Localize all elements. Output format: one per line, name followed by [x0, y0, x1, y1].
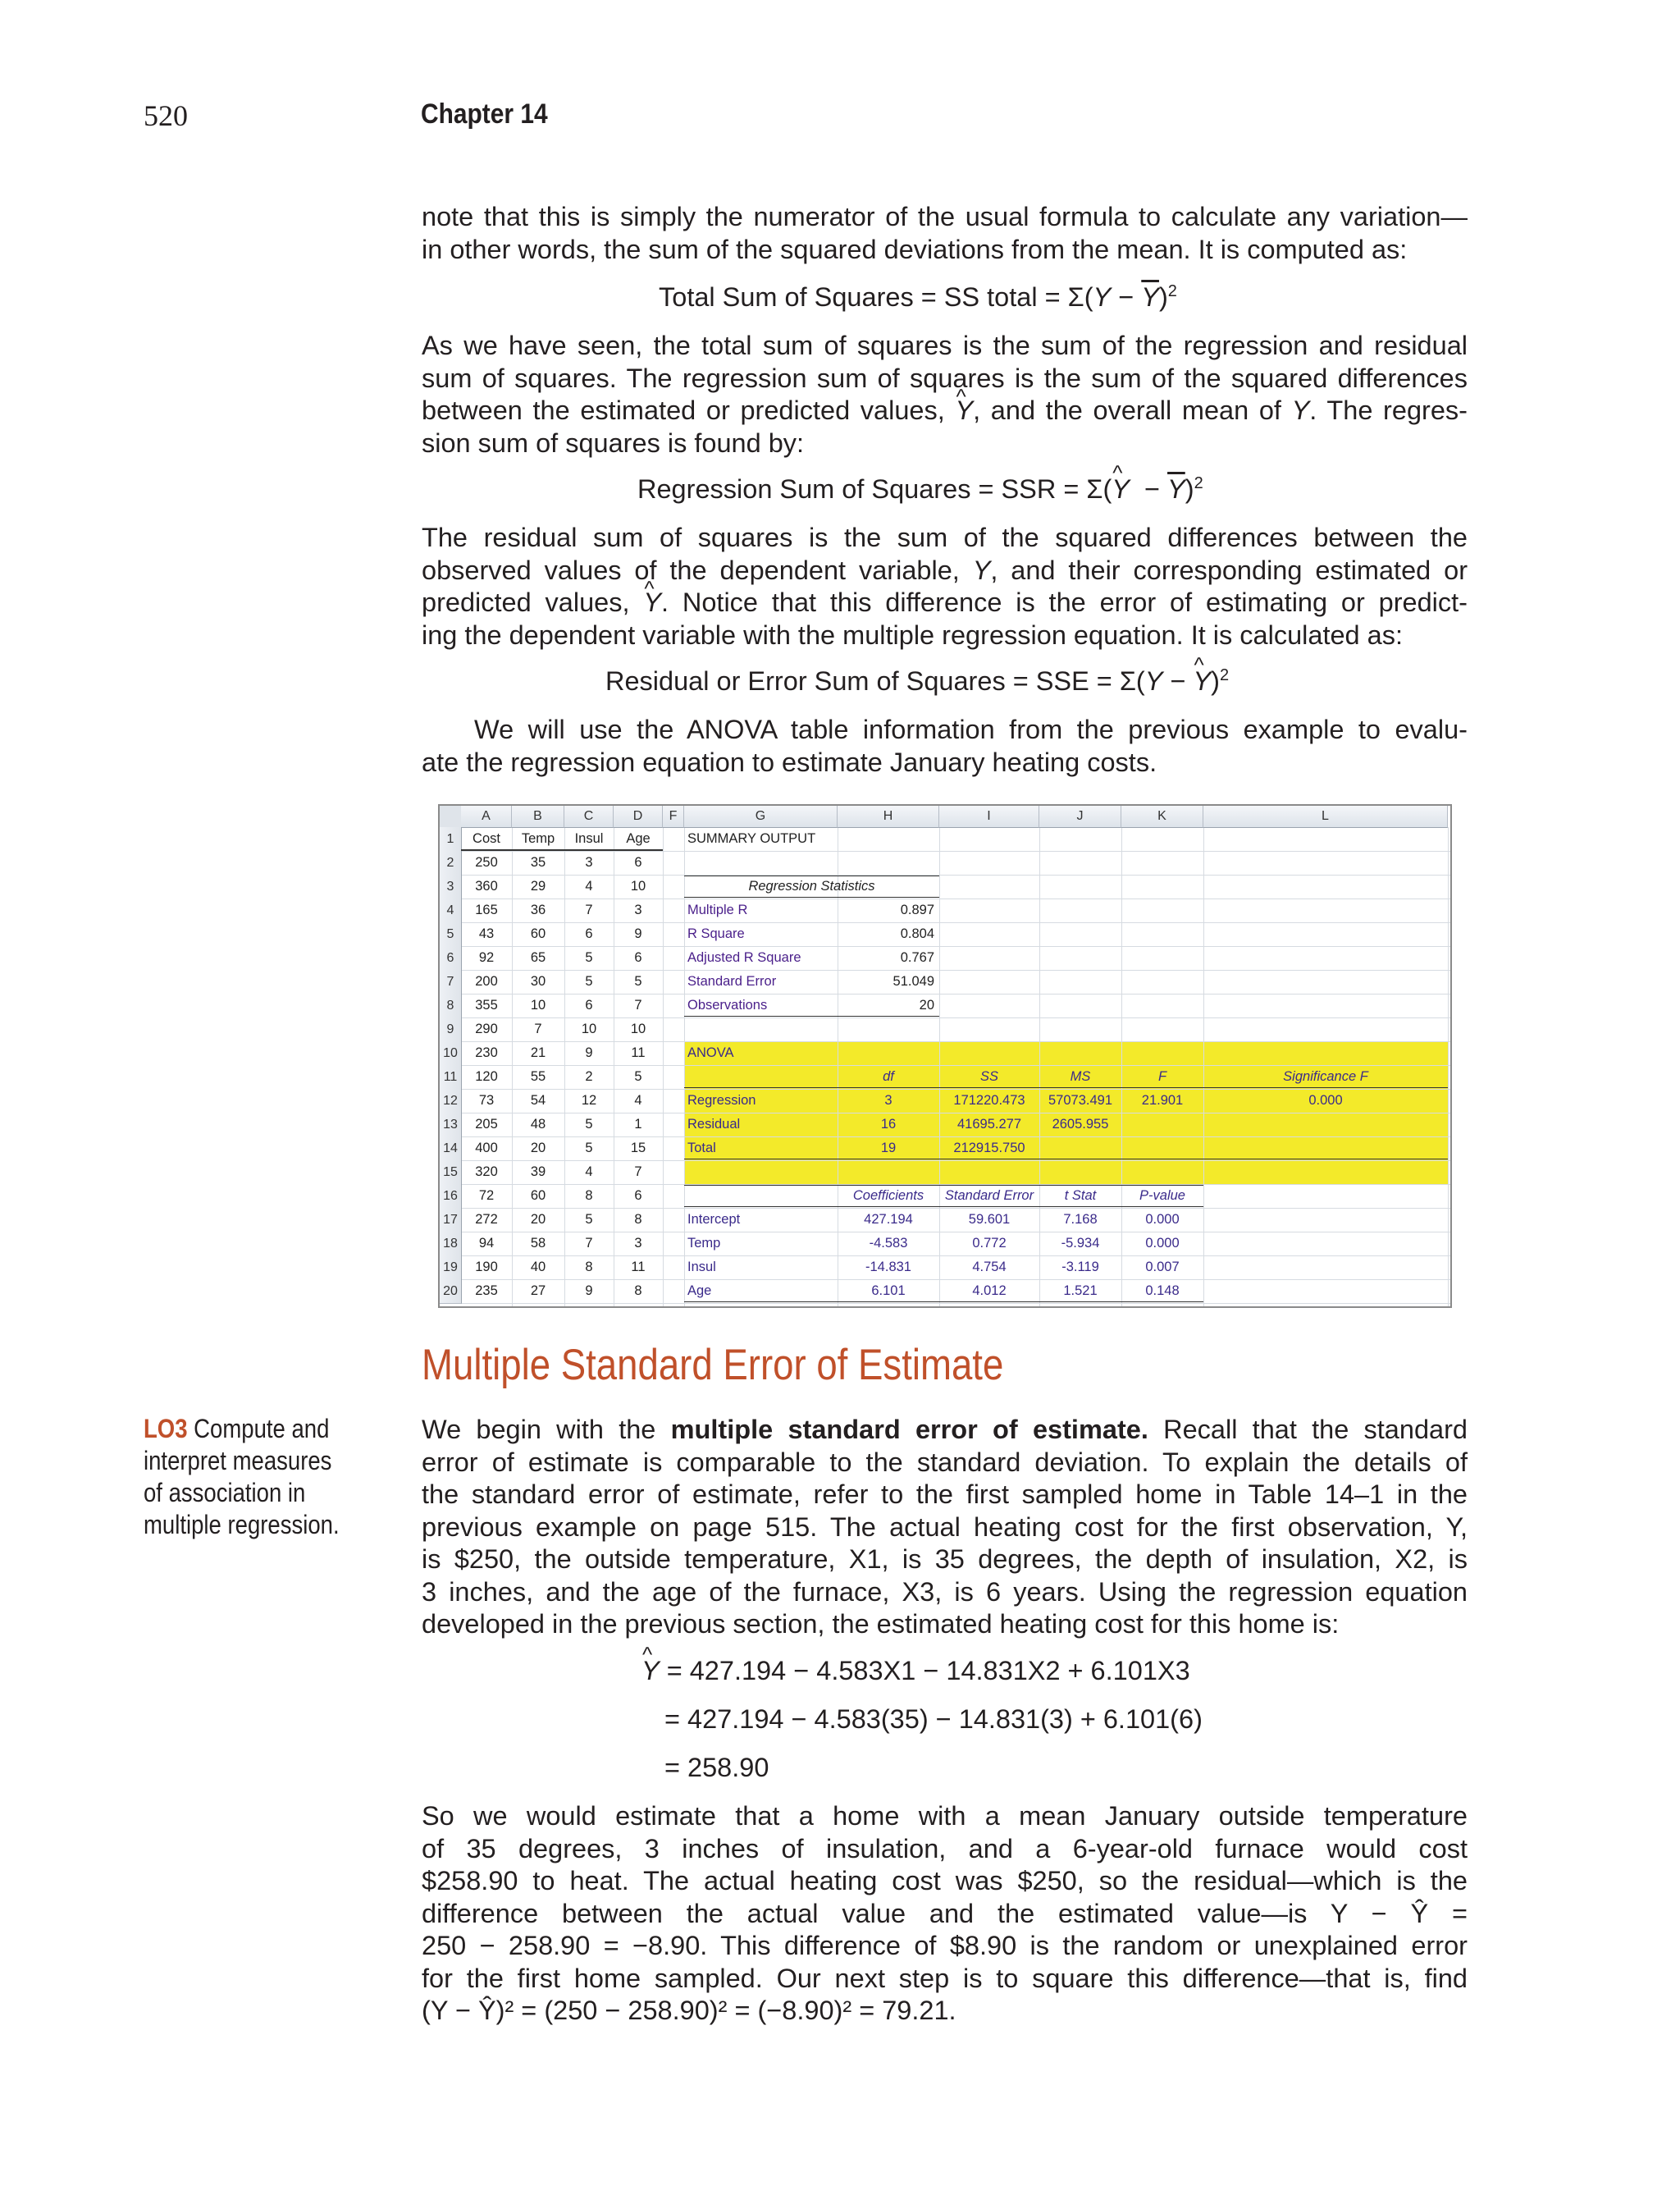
section-heading: Multiple Standard Error of Estimate [422, 1341, 1004, 1389]
para4-line2: ate the regression equation to estimate January heating costs. [422, 747, 1157, 777]
anova-ms[interactable]: 2605.955 [1052, 1117, 1109, 1132]
equation-estimate-substituted: = 427.194 − 4.583(35) − 14.831(3) + 6.101(6) [664, 1704, 1203, 1734]
anova-ss[interactable]: 41695.277 [957, 1117, 1021, 1132]
para6-line5: 250 − 258.90 = −8.90. This difference of $8.90 is the random or unexplained error [422, 1931, 1468, 1960]
data-cell[interactable]: 355 [475, 998, 498, 1013]
row-header[interactable]: 2 [440, 851, 462, 876]
excel-regression-output [438, 804, 1452, 1308]
data-cell[interactable]: 29 [530, 879, 546, 894]
learning-objective-note [144, 1413, 355, 1541]
data-cell[interactable]: 60 [530, 1188, 546, 1203]
header-insul[interactable]: Insul [574, 831, 604, 846]
lo-text: Compute and interpret measures of association in multiple regression. [144, 1414, 340, 1539]
data-cell[interactable]: 9 [585, 1045, 593, 1060]
row-header[interactable]: 6 [440, 946, 462, 971]
data-cell[interactable]: 92 [478, 950, 495, 965]
data-cell[interactable]: 5 [585, 1117, 593, 1132]
row-header[interactable]: 12 [440, 1089, 462, 1113]
para6-line7: (Y − Ŷ)² = (250 − 258.90)² = (−8.90)² = 79.21. [422, 1996, 956, 2025]
anova-ms[interactable]: 57073.491 [1048, 1093, 1112, 1108]
coef-t-stat[interactable]: 1.521 [1063, 1283, 1098, 1298]
row-header[interactable]: 18 [440, 1232, 462, 1256]
para2-line2: sum of squares. The regression sum of squares is the sum of the squared differences [422, 363, 1468, 393]
row-header[interactable]: 4 [440, 899, 462, 923]
column-header-a[interactable]: A [461, 806, 512, 828]
reg-stat-label[interactable]: Adjusted R Square [687, 950, 801, 965]
eq3-text: Residual or Error Sum of Squares = SSE = Σ( [605, 666, 1145, 696]
reg-stat-label[interactable]: Multiple R [687, 903, 748, 917]
column-header-i[interactable]: I [939, 806, 1039, 828]
data-cell[interactable]: 5 [585, 1141, 593, 1155]
summary-title[interactable]: SUMMARY OUTPUT [687, 831, 816, 846]
data-cell[interactable]: 72 [478, 1188, 495, 1203]
anova-row-label[interactable]: Total [687, 1141, 716, 1155]
data-cell[interactable]: 10 [581, 1022, 597, 1036]
data-cell[interactable]: 4 [585, 879, 593, 894]
header-underline [461, 849, 663, 851]
data-cell[interactable]: 2 [585, 1069, 593, 1084]
para6-line4: difference between the actual value and the estimated value—is Y − Ŷ = [422, 1898, 1468, 1928]
para2-line1: As we have seen, the total sum of squares is the sum of the regression and residual [422, 331, 1468, 360]
row-header[interactable]: 9 [440, 1017, 462, 1042]
para5-line2: error of estimate is comparable to the standard deviation. To explain the details of [422, 1447, 1468, 1477]
data-cell[interactable]: 21 [530, 1045, 546, 1060]
coef-t-stat[interactable]: -3.119 [1061, 1260, 1099, 1274]
row-header[interactable]: 10 [440, 1041, 462, 1066]
anova-f[interactable]: 21.901 [1141, 1093, 1184, 1108]
data-cell[interactable]: 8 [585, 1260, 593, 1274]
para6-line3: $258.90 to heat. The actual heating cost was $250, so the residual—which is the [422, 1866, 1468, 1895]
col-gridline [1448, 827, 1449, 1306]
row-gridline [461, 1303, 1450, 1304]
coef-row-label[interactable]: Intercept [687, 1212, 741, 1227]
row-header[interactable]: 17 [440, 1208, 462, 1232]
data-cell[interactable]: 27 [530, 1283, 546, 1298]
coef-standard-error[interactable]: 59.601 [968, 1212, 1011, 1227]
equation-sse: Residual or Error Sum of Squares = SSE = Σ(Y − ^ Y)$^2$ [605, 666, 1229, 697]
column-header-k[interactable]: K [1121, 806, 1203, 828]
para5-line5: is $250, the outside temperature, X1, is 35 degrees, the depth of insulation, X2, is [422, 1544, 1468, 1574]
column-header-l[interactable]: L [1203, 806, 1448, 828]
anova-significance[interactable] [1203, 1136, 1448, 1160]
row-header[interactable]: 14 [440, 1136, 462, 1161]
data-cell[interactable]: 94 [478, 1236, 495, 1251]
coef-value[interactable]: 6.101 [871, 1283, 906, 1298]
anova-header-line [684, 1087, 1448, 1088]
data-cell[interactable]: 6 [634, 950, 642, 965]
para5-line4: previous example on page 515. The actual heating cost for the first observation, Y, [422, 1511, 1468, 1542]
reg-stat-label[interactable]: Standard Error [687, 974, 777, 989]
anova-significance[interactable] [1203, 1113, 1448, 1136]
reg-stats-bottom-line [684, 897, 939, 898]
data-cell[interactable]: 58 [530, 1236, 546, 1251]
data-cell[interactable]: 3 [634, 903, 642, 917]
data-cell[interactable]: 190 [475, 1260, 498, 1274]
data-cell[interactable]: 320 [475, 1164, 498, 1179]
data-cell[interactable]: 48 [530, 1117, 546, 1132]
para3-line1: The residual sum of squares is the sum of the squared differences between the [422, 523, 1468, 552]
para3-line3: predicted values, ^ Y. Notice that this difference is the error of estimating or predict- [422, 587, 1468, 620]
eq4-line1: = 427.194 − 4.583X1 − 14.831X2 + 6.101X3 [666, 1656, 1190, 1685]
paragraph-residual-ss [422, 522, 1468, 652]
column-header-g[interactable]: G [684, 806, 838, 828]
coef-header-coefficients[interactable]: Coefficients [852, 1188, 924, 1203]
anova-ss[interactable]: 171220.473 [953, 1093, 1025, 1108]
data-cell[interactable]: 4 [634, 1093, 642, 1108]
column-header-f[interactable]: F [663, 806, 684, 828]
data-cell[interactable]: 120 [475, 1069, 498, 1084]
coef-p-value[interactable]: 0.000 [1145, 1236, 1180, 1251]
data-cell[interactable]: 10 [630, 879, 646, 894]
data-cell[interactable]: 20 [530, 1141, 546, 1155]
para5-line3: the standard error of estimate, refer to the first sampled home in Table 14–1 in the [422, 1479, 1468, 1509]
column-header-d[interactable]: D [614, 806, 663, 828]
data-cell[interactable]: 5 [634, 974, 642, 989]
row-header[interactable]: 3 [440, 875, 462, 899]
row-header[interactable]: 11 [440, 1065, 462, 1090]
col-gridline [663, 827, 664, 1306]
reg-stats-end-line [684, 1016, 939, 1017]
paragraph-standard-error [422, 1414, 1468, 1641]
coef-header-t-stat[interactable]: t Stat [1064, 1188, 1097, 1203]
anova-header-significance[interactable]: Significance F [1283, 1069, 1368, 1084]
coef-row-label[interactable]: Insul [687, 1260, 716, 1274]
para3-line2: observed values of the dependent variable, Y, and their corresponding estimated or [422, 555, 1468, 585]
coef-p-value[interactable]: 0.148 [1145, 1283, 1180, 1298]
reg-stat-value[interactable]: 0.804 [900, 926, 934, 941]
data-cell[interactable]: 6 [634, 1188, 642, 1203]
equation-ssr: Regression Sum of Squares = SSR = Σ(^ $Y - \overline{Y})^2$ [637, 474, 1203, 505]
para6-line1: So we would estimate that a home with a mean January outside temperature [422, 1801, 1468, 1831]
coef-row-label[interactable]: Age [687, 1283, 712, 1298]
data-cell[interactable]: 200 [475, 974, 498, 989]
reg-stat-label[interactable]: Observations [687, 998, 768, 1013]
column-header-c[interactable]: C [564, 806, 614, 828]
reg-stat-value[interactable]: 0.897 [900, 903, 934, 917]
data-cell[interactable]: 6 [634, 855, 642, 870]
col-gridline [684, 827, 685, 1306]
data-cell[interactable]: 43 [478, 926, 495, 941]
para5-line6: 3 inches, and the age of the furnace, X3, is 6 years. Using the regression equation [422, 1576, 1468, 1607]
data-cell[interactable]: 11 [631, 1260, 646, 1274]
row-header[interactable]: 19 [440, 1255, 462, 1280]
para2-line3: between the estimated or predicted values, ^ Y, and the overall mean of Y. The regres- [422, 395, 1468, 428]
data-cell[interactable]: 7 [634, 998, 642, 1013]
coef-t-stat[interactable]: 7.168 [1063, 1212, 1098, 1227]
column-header-j[interactable]: J [1039, 806, 1121, 828]
data-cell[interactable]: 7 [585, 903, 593, 917]
data-cell[interactable]: 6 [585, 998, 593, 1013]
header-age[interactable]: Age [626, 831, 651, 846]
coef-value[interactable]: 427.194 [864, 1212, 913, 1227]
data-cell[interactable]: 11 [631, 1045, 646, 1060]
select-all-corner[interactable] [440, 806, 462, 828]
coef-row-label[interactable]: Temp [687, 1236, 721, 1251]
anova-df[interactable]: 16 [880, 1117, 897, 1132]
anova-row-label[interactable]: Residual [687, 1117, 741, 1132]
reg-stat-value[interactable]: 20 [919, 998, 934, 1013]
data-cell[interactable]: 5 [634, 1069, 642, 1084]
anova-significance[interactable]: 0.000 [1308, 1093, 1343, 1108]
para1-line1: note that this is simply the numerator of the usual formula to calculate any variation— [422, 202, 1468, 231]
reg-stats-title[interactable]: Regression Statistics [748, 879, 875, 894]
equation-estimate: ^ Y = 427.194 − 4.583X1 − 14.831X2 + 6.101X3 [641, 1656, 1190, 1686]
anova-row-label[interactable]: Regression [687, 1093, 756, 1108]
data-cell[interactable]: 8 [585, 1188, 593, 1203]
header-temp[interactable]: Temp [521, 831, 555, 846]
reg-stat-value[interactable]: 0.767 [900, 950, 934, 965]
paragraph-intro [422, 201, 1468, 266]
data-cell[interactable]: 8 [634, 1283, 642, 1298]
anova-header-f[interactable]: F [1157, 1069, 1167, 1084]
data-cell[interactable]: 3 [634, 1236, 642, 1251]
column-header-h[interactable]: H [838, 806, 939, 828]
data-cell[interactable]: 7 [585, 1236, 593, 1251]
data-cell[interactable]: 54 [530, 1093, 546, 1108]
anova-title[interactable]: ANOVA [687, 1045, 734, 1060]
data-cell[interactable]: 7 [634, 1164, 642, 1179]
row-header[interactable]: 5 [440, 922, 462, 947]
data-cell[interactable]: 35 [530, 855, 546, 870]
lo-label: LO3 [144, 1414, 188, 1443]
reg-stat-value[interactable]: 51.049 [892, 974, 934, 989]
data-cell[interactable]: 20 [530, 1212, 546, 1227]
data-cell[interactable]: 8 [634, 1212, 642, 1227]
anova-header-df[interactable]: df [883, 1069, 894, 1084]
header-cost[interactable]: Cost [472, 831, 500, 846]
paragraph-regression-ss [422, 330, 1468, 460]
row-header[interactable]: 16 [440, 1184, 462, 1209]
data-cell[interactable]: 9 [585, 1283, 593, 1298]
data-cell[interactable]: 60 [530, 926, 546, 941]
data-cell[interactable]: 400 [475, 1141, 498, 1155]
data-cell[interactable]: 10 [630, 1022, 646, 1036]
data-cell[interactable]: 12 [581, 1093, 597, 1108]
data-cell[interactable]: 205 [475, 1117, 498, 1132]
anova-df[interactable]: 3 [884, 1093, 892, 1108]
anova-f[interactable] [1121, 1136, 1203, 1160]
data-cell[interactable]: 250 [475, 855, 498, 870]
data-cell[interactable]: 5 [585, 1212, 593, 1227]
coef-standard-error[interactable]: 0.772 [972, 1236, 1007, 1251]
para1-line2: in other words, the sum of the squared deviations from the mean. It is computed as: [422, 234, 1408, 264]
data-cell[interactable]: 65 [530, 950, 546, 965]
coef-header-line [684, 1206, 1203, 1207]
coef-t-stat[interactable]: -5.934 [1061, 1236, 1100, 1251]
row-header[interactable]: 20 [440, 1279, 462, 1304]
data-cell[interactable]: 9 [634, 926, 642, 941]
data-cell[interactable]: 235 [475, 1283, 498, 1298]
data-cell[interactable]: 230 [475, 1045, 498, 1060]
eq1-text: Total Sum of Squares = SS total = Σ( [659, 282, 1093, 312]
coef-standard-error[interactable]: 4.754 [972, 1260, 1007, 1274]
para4-line1: We will use the ANOVA table information from the previous example to evalu- [474, 715, 1468, 744]
equation-estimate-result: = 258.90 [664, 1753, 769, 1782]
equation-total-ss: Total Sum of Squares = SS total = $\Sigma(Y - \overline{Y})^2$ [659, 282, 1177, 312]
page-number: 520 [144, 99, 188, 132]
coef-p-value[interactable]: 0.000 [1145, 1212, 1180, 1227]
row-header[interactable]: 1 [440, 827, 462, 852]
anova-df[interactable]: 19 [880, 1141, 897, 1155]
coef-bottom-line [684, 1301, 1203, 1302]
column-header-b[interactable]: B [512, 806, 564, 828]
data-cell[interactable]: 36 [530, 903, 546, 917]
anova-f[interactable] [1121, 1113, 1203, 1136]
data-cell[interactable]: 15 [630, 1141, 646, 1155]
anova-ms[interactable] [1039, 1136, 1121, 1160]
para5-line7: developed in the previous section, the estimated heating cost for this home is: [422, 1609, 1340, 1639]
para6-line6: for the first home sampled. Our next step is to square this difference—that is, find [422, 1963, 1468, 1993]
data-cell[interactable]: 360 [475, 879, 498, 894]
coef-header-standard-error[interactable]: Standard Error [944, 1188, 1034, 1203]
data-cell[interactable]: 10 [530, 998, 546, 1013]
reg-stat-label[interactable]: R Square [687, 926, 745, 941]
anova-header-ms[interactable]: MS [1070, 1069, 1091, 1084]
coef-value[interactable]: -4.583 [869, 1236, 908, 1251]
paragraph-residual-example [422, 1800, 1468, 2028]
chapter-title: Chapter 14 [421, 98, 548, 130]
coef-header-p-value[interactable]: P-value [1139, 1188, 1185, 1203]
data-cell[interactable]: 290 [475, 1022, 498, 1036]
data-cell[interactable]: 55 [530, 1069, 546, 1084]
data-cell[interactable]: 1 [634, 1117, 642, 1132]
para3-line4: ing the dependent variable with the multiple regression equation. It is calculated as: [422, 620, 1404, 650]
eq2-text: Regression Sum of Squares = SSR = Σ( [637, 474, 1112, 504]
anova-header-ss[interactable]: SS [979, 1069, 998, 1084]
row-header[interactable]: 7 [440, 970, 462, 995]
data-cell[interactable]: 40 [530, 1260, 546, 1274]
coef-value[interactable]: -14.831 [865, 1260, 911, 1274]
data-cell[interactable]: 39 [530, 1164, 546, 1179]
para5-line1: We begin with the multiple standard error of estimate. Recall that the standard [422, 1415, 1468, 1444]
coef-p-value[interactable]: 0.007 [1145, 1260, 1180, 1274]
data-cell[interactable]: 3 [585, 855, 593, 870]
data-cell[interactable]: 5 [585, 974, 593, 989]
data-cell[interactable]: 73 [478, 1093, 495, 1108]
data-cell[interactable]: 5 [585, 950, 593, 965]
data-cell[interactable]: 7 [534, 1022, 542, 1036]
data-cell[interactable]: 6 [585, 926, 593, 941]
anova-ss[interactable]: 212915.750 [953, 1141, 1025, 1155]
row-header[interactable]: 13 [440, 1113, 462, 1137]
coef-standard-error[interactable]: 4.012 [972, 1283, 1007, 1298]
data-cell[interactable]: 272 [475, 1212, 498, 1227]
para6-line2: of 35 degrees, 3 inches of insulation, and a 6-year-old furnace would cost [422, 1833, 1468, 1863]
para2-line4: sion sum of squares is found by: [422, 428, 805, 458]
paragraph-anova-intro [422, 714, 1468, 779]
data-cell[interactable]: 165 [475, 903, 498, 917]
row-header[interactable]: 8 [440, 994, 462, 1018]
data-cell[interactable]: 4 [585, 1164, 593, 1179]
data-cell[interactable]: 30 [530, 974, 546, 989]
row-header[interactable]: 15 [440, 1160, 462, 1185]
